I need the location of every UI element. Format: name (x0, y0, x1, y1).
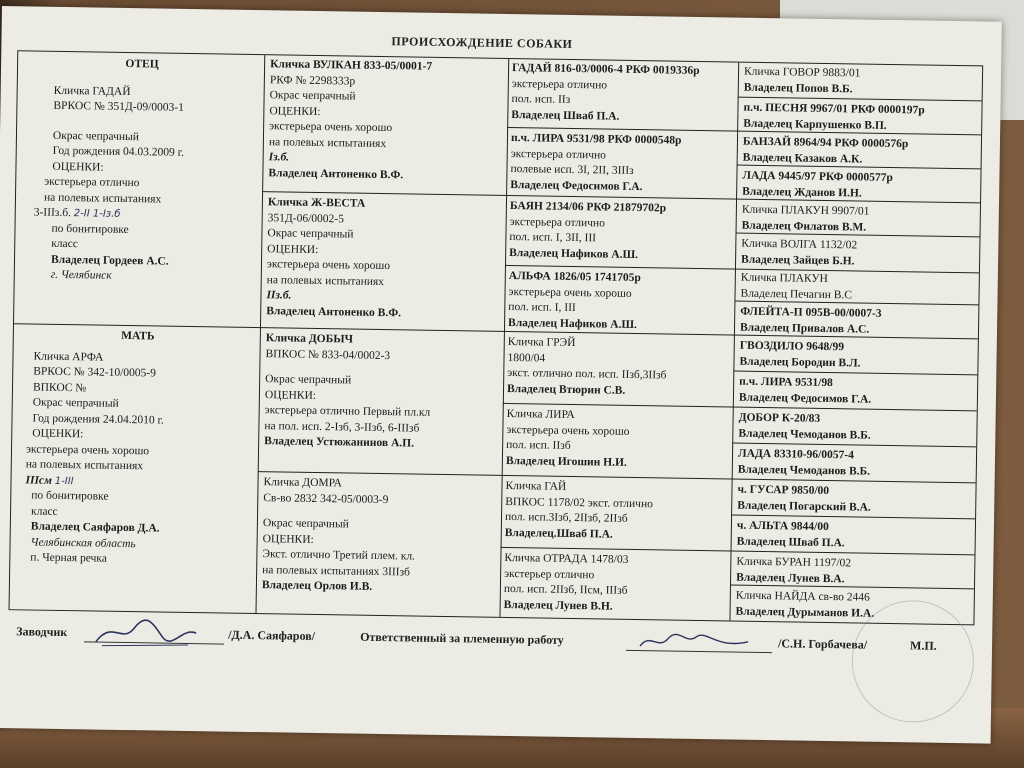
gen4-3-line-2: Владелец Казаков А.К. (742, 151, 863, 166)
responsible-name: /С.Н. Горбачева/ (777, 636, 868, 652)
gen4-1-line-2: Владелец Попов В.Б. (743, 81, 853, 95)
gen2-3-line-1: Кличка ДОБЫЧ (265, 332, 354, 346)
seal-label: М.П. (909, 638, 937, 653)
gen3-8-line-1: Кличка ОТРАДА 1478/03 (504, 551, 629, 566)
gen4-cell-1 (744, 65, 980, 101)
father-color: Окрас чепрачный (52, 129, 140, 143)
gen3-cell-6 (506, 407, 731, 477)
gen2-3-line-7: на пол. исп. 2-Iзб, 3-IIзб, 6-IIIзб (264, 419, 420, 435)
gen4-11-line-2: Владелец Чемоданов В.Б. (738, 427, 871, 442)
mother-birth: Год рождения 24.04.2010 г. (32, 412, 164, 427)
gen4-cell-7 (740, 271, 976, 307)
gen3-1-line-2: экстерьера отлично (511, 77, 608, 92)
gen2-4-line-2: Св-во 2832 342-05/0003-9 (263, 491, 389, 506)
gen4-16-line-2: Владелец Дурыманов И.А. (735, 605, 875, 620)
gen4-14-line-2: Владелец Шваб П.А. (736, 535, 845, 549)
father-owner: Владелец Гордеев А.С. (50, 253, 169, 268)
gen3-cell-7 (505, 479, 730, 549)
gen3-cell-3 (509, 199, 734, 267)
gen3-5-line-2: 1800/04 (507, 351, 546, 365)
gen3-6-line-3: пол. исп. IIзб (506, 438, 571, 452)
father-info (21, 83, 260, 287)
gen3-5-line-3: экст. отлично пол. исп. IIзб,3IIзб (507, 366, 667, 382)
gen2-cell-2 (266, 195, 502, 329)
breeder-label: Заводчик (16, 624, 68, 640)
gen2-3-line-8: Владелец Устюжанинов А.П. (264, 435, 415, 450)
gen2-1-line-6: на полевых испытаниях (268, 135, 387, 150)
gen3-4-line-2: экстерьера очень хорошо (508, 285, 632, 300)
mother-registry: ВРКОС № 342-10/0005-9 (33, 365, 156, 380)
gen4-cell-5 (741, 203, 977, 239)
father-registry: ВРКОС № 351Д-09/0003-1 (53, 99, 185, 114)
gen2-1-line-2: РКФ № 2298333р (269, 73, 356, 88)
gen2-2-line-3: Окрас чепрачный (267, 227, 354, 241)
gen4-cell-3 (743, 135, 979, 171)
gen2-cell-3 (264, 331, 500, 473)
gen4-cell-11 (738, 411, 974, 447)
gen4-6-line-2: Владелец Зайцев Б.Н. (741, 253, 855, 267)
gen3-5-line-1: Кличка ГРЭЙ (507, 335, 576, 350)
gen2-3-line-6: экстерьера отлично Первый пл.кл (264, 404, 431, 419)
gen4-15-line-2: Владелец Лунев В.А. (736, 571, 845, 585)
gen2-1-line-7: Iз.б. (268, 151, 290, 164)
gen2-3-line-4: Окрас чепрачный (265, 373, 352, 387)
gen3-4-line-3: пол. исп. I, III (508, 300, 576, 315)
gen2-1-line-8: Владелец Антоненко В.Ф. (268, 166, 404, 181)
mother-owner: Владелец Саяфаров Д.А. (30, 520, 160, 535)
gen2-2-line-2: 351Д-06/0002-5 (267, 211, 344, 225)
gen4-5-line-2: Владелец Филатов В.М. (741, 219, 867, 234)
gen3-6-line-4: Владелец Игошин Н.И. (505, 454, 627, 469)
responsible-signature (636, 624, 756, 656)
gen4-12-line-1: ЛАДА 83310-96/0057-4 (737, 447, 854, 462)
gen4-13-line-2: Владелец Погарский В.А. (737, 499, 871, 514)
mother-info (16, 349, 255, 570)
gen4-15-line-1: Кличка БУРАН 1197/02 (736, 555, 852, 570)
gen4-13-line-1: ч. ГУСАР 9850/00 (737, 483, 830, 498)
gen3-8-line-4: Владелец Лунев В.Н. (503, 598, 613, 613)
gen2-2-line-6: на полевых испытаниях (266, 273, 385, 288)
gen4-9-line-2: Владелец Бородин В.Л. (739, 355, 861, 370)
mother-name: Кличка АРФА (33, 350, 104, 364)
gen4-cell-2 (743, 101, 979, 137)
gen3-1-line-3: пол. исп. IIз (511, 93, 571, 106)
gen4-11-line-1: ДОБОР К-20/83 (738, 411, 821, 425)
gen4-2-line-1: п.ч. ПЕСНЯ 9967/01 РКФ 0000197р (743, 101, 925, 117)
breeder-name: /Д.А. Саяфаров/ (228, 627, 316, 643)
gen3-1-line-1: ГАДАЙ 816-03/0006-4 РКФ 0019336р (511, 62, 700, 77)
father-class: класс (51, 237, 79, 251)
mother-header: МАТЬ (121, 329, 155, 343)
gen3-3-line-1: БАЯН 2134/06 РКФ 21879702р (509, 200, 667, 215)
mother-region: Челябинская область (30, 536, 136, 550)
seal-stamp (851, 599, 975, 723)
gen4-10-line-2: Владелец Федосимов Г.А. (738, 391, 872, 406)
gen4-6-line-1: Кличка ВОЛГА 1132/02 (741, 237, 858, 252)
gen2-2-line-1: Кличка Ж-ВЕСТА (267, 196, 366, 210)
gen3-7-line-1: Кличка ГАЙ (505, 479, 567, 493)
gen3-1-line-4: Владелец Шваб П.А. (511, 108, 620, 123)
mother-cell (16, 327, 256, 611)
document-title: ПРОИСХОЖДЕНИЕ СОБАКИ (391, 34, 573, 51)
gen2-4-line-5: ОЦЕНКИ: (262, 532, 314, 546)
gen2-2-line-7: IIз.б. (266, 289, 292, 302)
gen4-8-line-1: ФЛЕЙТА-П 095В-00/0007-3 (740, 305, 882, 320)
gen3-3-line-2: экстерьера отлично (509, 215, 605, 229)
mother-handwritten-note: 1-III (54, 475, 74, 487)
gen4-cell-4 (742, 169, 978, 205)
gen2-3-line-5: ОЦЕНКИ: (264, 388, 317, 402)
gen2-4-line-1: Кличка ДОМРА (263, 476, 342, 490)
father-header: ОТЕЦ (125, 57, 159, 71)
pedigree-table (9, 50, 984, 625)
responsible-label: Ответственный за племенную работу (360, 629, 564, 647)
gen3-cell-5 (507, 335, 732, 405)
gen4-cell-10 (739, 375, 975, 411)
gen4-4-line-2: Владелец Жданов И.Н. (742, 185, 862, 200)
gen2-4-line-4: Окрас чепрачный (262, 517, 349, 531)
gen4-8-line-2: Владелец Привалов А.С. (739, 321, 870, 336)
gen3-5-line-4: Владелец Втюрин С.В. (506, 382, 626, 397)
gen4-7-line-1: Кличка ПЛАКУН (740, 271, 828, 286)
gen3-2-line-2: экстерьера отлично (510, 147, 607, 162)
gen2-1-line-4: ОЦЕНКИ: (269, 104, 321, 118)
gen3-4-line-1: АЛЬФА 1826/05 1741705р (508, 269, 641, 285)
gen2-3-line-2: ВПКОС № 833-04/0002-3 (265, 347, 391, 362)
gen4-cell-15 (736, 555, 972, 591)
gen4-9-line-1: ГВОЗДИЛО 9648/99 (739, 339, 845, 354)
gen3-8-line-3: пол. исп. 2IIзб, IIсм, IIIзб (503, 582, 628, 597)
gen3-2-line-1: п.ч. ЛИРА 9531/98 РКФ 0000548р (510, 132, 682, 147)
father-cell (20, 55, 260, 325)
mother-trial-result: IIIсм (25, 473, 53, 487)
gen3-6-line-1: Кличка ЛИРА (506, 407, 575, 422)
gen4-4-line-1: ЛАДА 9445/97 РКФ 0000577р (742, 169, 893, 185)
gen3-6-line-2: экстерьера очень хорошо (506, 423, 630, 438)
mother-village: п. Черная речка (30, 551, 107, 565)
gen2-2-line-8: Владелец Антоненко В.Ф. (266, 304, 402, 319)
gen4-7-line-2: Владелец Печагин В.С (740, 287, 853, 301)
gen2-4-line-6: Экст. отлично Третий плем. кл. (262, 548, 416, 563)
gen4-14-line-1: ч. АЛЬТА 9844/00 (736, 519, 829, 534)
gen3-4-line-4: Владелец Нафиков А.Ш. (507, 316, 638, 331)
gen3-cell-4 (508, 269, 733, 335)
father-grading: по бонитировке (51, 222, 129, 236)
father-handwritten-note: 2-II 1-Iз.б (73, 208, 121, 220)
mother-scores-label: ОЦЕНКИ: (32, 427, 84, 441)
gen2-2-line-4: ОЦЕНКИ: (267, 242, 319, 256)
gen3-7-line-2: ВПКОС 1178/02 экст. отлично (505, 495, 654, 510)
father-exterior: экстерьера отлично (44, 175, 140, 190)
gen2-1-line-5: экстерьера очень хорошо (269, 120, 393, 135)
gen4-3-line-1: БАНЗАЙ 8964/94 РКФ 0000576р (742, 135, 909, 151)
gen3-cell-1 (511, 61, 736, 129)
pedigree-document (0, 6, 1002, 744)
gen4-cell-14 (737, 519, 973, 555)
gen2-1-line-1: Кличка ВУЛКАН 833-05/0001-7 (270, 58, 433, 73)
gen3-7-line-4: Владелец.Шваб П.А. (504, 526, 613, 541)
gen4-5-line-1: Кличка ПЛАКУН 9907/01 (741, 203, 870, 218)
father-birth: Год рождения 04.03.2009 г. (52, 144, 185, 159)
gen2-cell-4 (262, 475, 498, 615)
gen2-4-line-7: на полевых испытаниях 3IIIзб (262, 563, 411, 578)
gen4-12-line-2: Владелец Чемоданов В.Б. (737, 463, 871, 478)
mother-class: класс (30, 505, 58, 518)
gen2-4-line-8: Владелец Орлов И.В. (261, 579, 373, 593)
gen3-3-line-4: Владелец Нафиков А.Ш. (509, 246, 639, 261)
mother-color: Окрас чепрачный (32, 396, 119, 410)
gen3-cell-8 (503, 551, 728, 619)
gen4-2-line-2: Владелец Карпушенко В.П. (743, 117, 887, 132)
gen4-10-line-1: п.ч. ЛИРА 9531/98 (739, 375, 833, 390)
mother-grading: по бонитировке (31, 489, 109, 503)
mother-exterior: экстерьера очень хорошо (25, 442, 150, 457)
gen4-cell-6 (741, 237, 977, 273)
father-trial-result: 3-IIIз.б. (33, 206, 72, 220)
mother-vpkos: ВПКОС № (32, 381, 87, 394)
father-name: Кличка ГАДАЙ (53, 84, 131, 98)
father-field-trials: на полевых испытаниях (43, 191, 162, 206)
gen2-2-line-5: экстерьера очень хорошо (266, 258, 391, 273)
gen2-1-line-3: Окрас чепрачный (269, 89, 356, 103)
breeder-signature (92, 613, 203, 651)
father-city: г. Челябинск (50, 268, 112, 282)
gen4-16-line-1: Кличка НАЙДА св-во 2446 (735, 589, 870, 604)
gen4-cell-9 (739, 339, 975, 375)
gen3-3-line-3: пол. исп. I, 3II, III (509, 230, 597, 245)
gen3-8-line-2: экстерьер отлично (504, 567, 595, 581)
gen4-cell-13 (737, 483, 973, 519)
gen2-cell-1 (268, 57, 504, 193)
gen4-1-line-1: Кличка ГОВОР 9883/01 (743, 65, 861, 80)
gen3-7-line-3: пол. исп.3Iзб, 2IIзб, 2IIзб (504, 510, 628, 525)
gen3-2-line-3: полевые исп. 3I, 2II, 3IIIз (510, 163, 634, 177)
father-scores-label: ОЦЕНКИ: (52, 160, 104, 174)
gen4-cell-12 (738, 447, 974, 483)
gen4-cell-8 (740, 305, 976, 339)
gen3-2-line-4: Владелец Федосимов Г.А. (510, 178, 643, 193)
mother-field-trials: на полевых испытаниях (25, 458, 144, 473)
gen3-cell-2 (510, 131, 735, 199)
